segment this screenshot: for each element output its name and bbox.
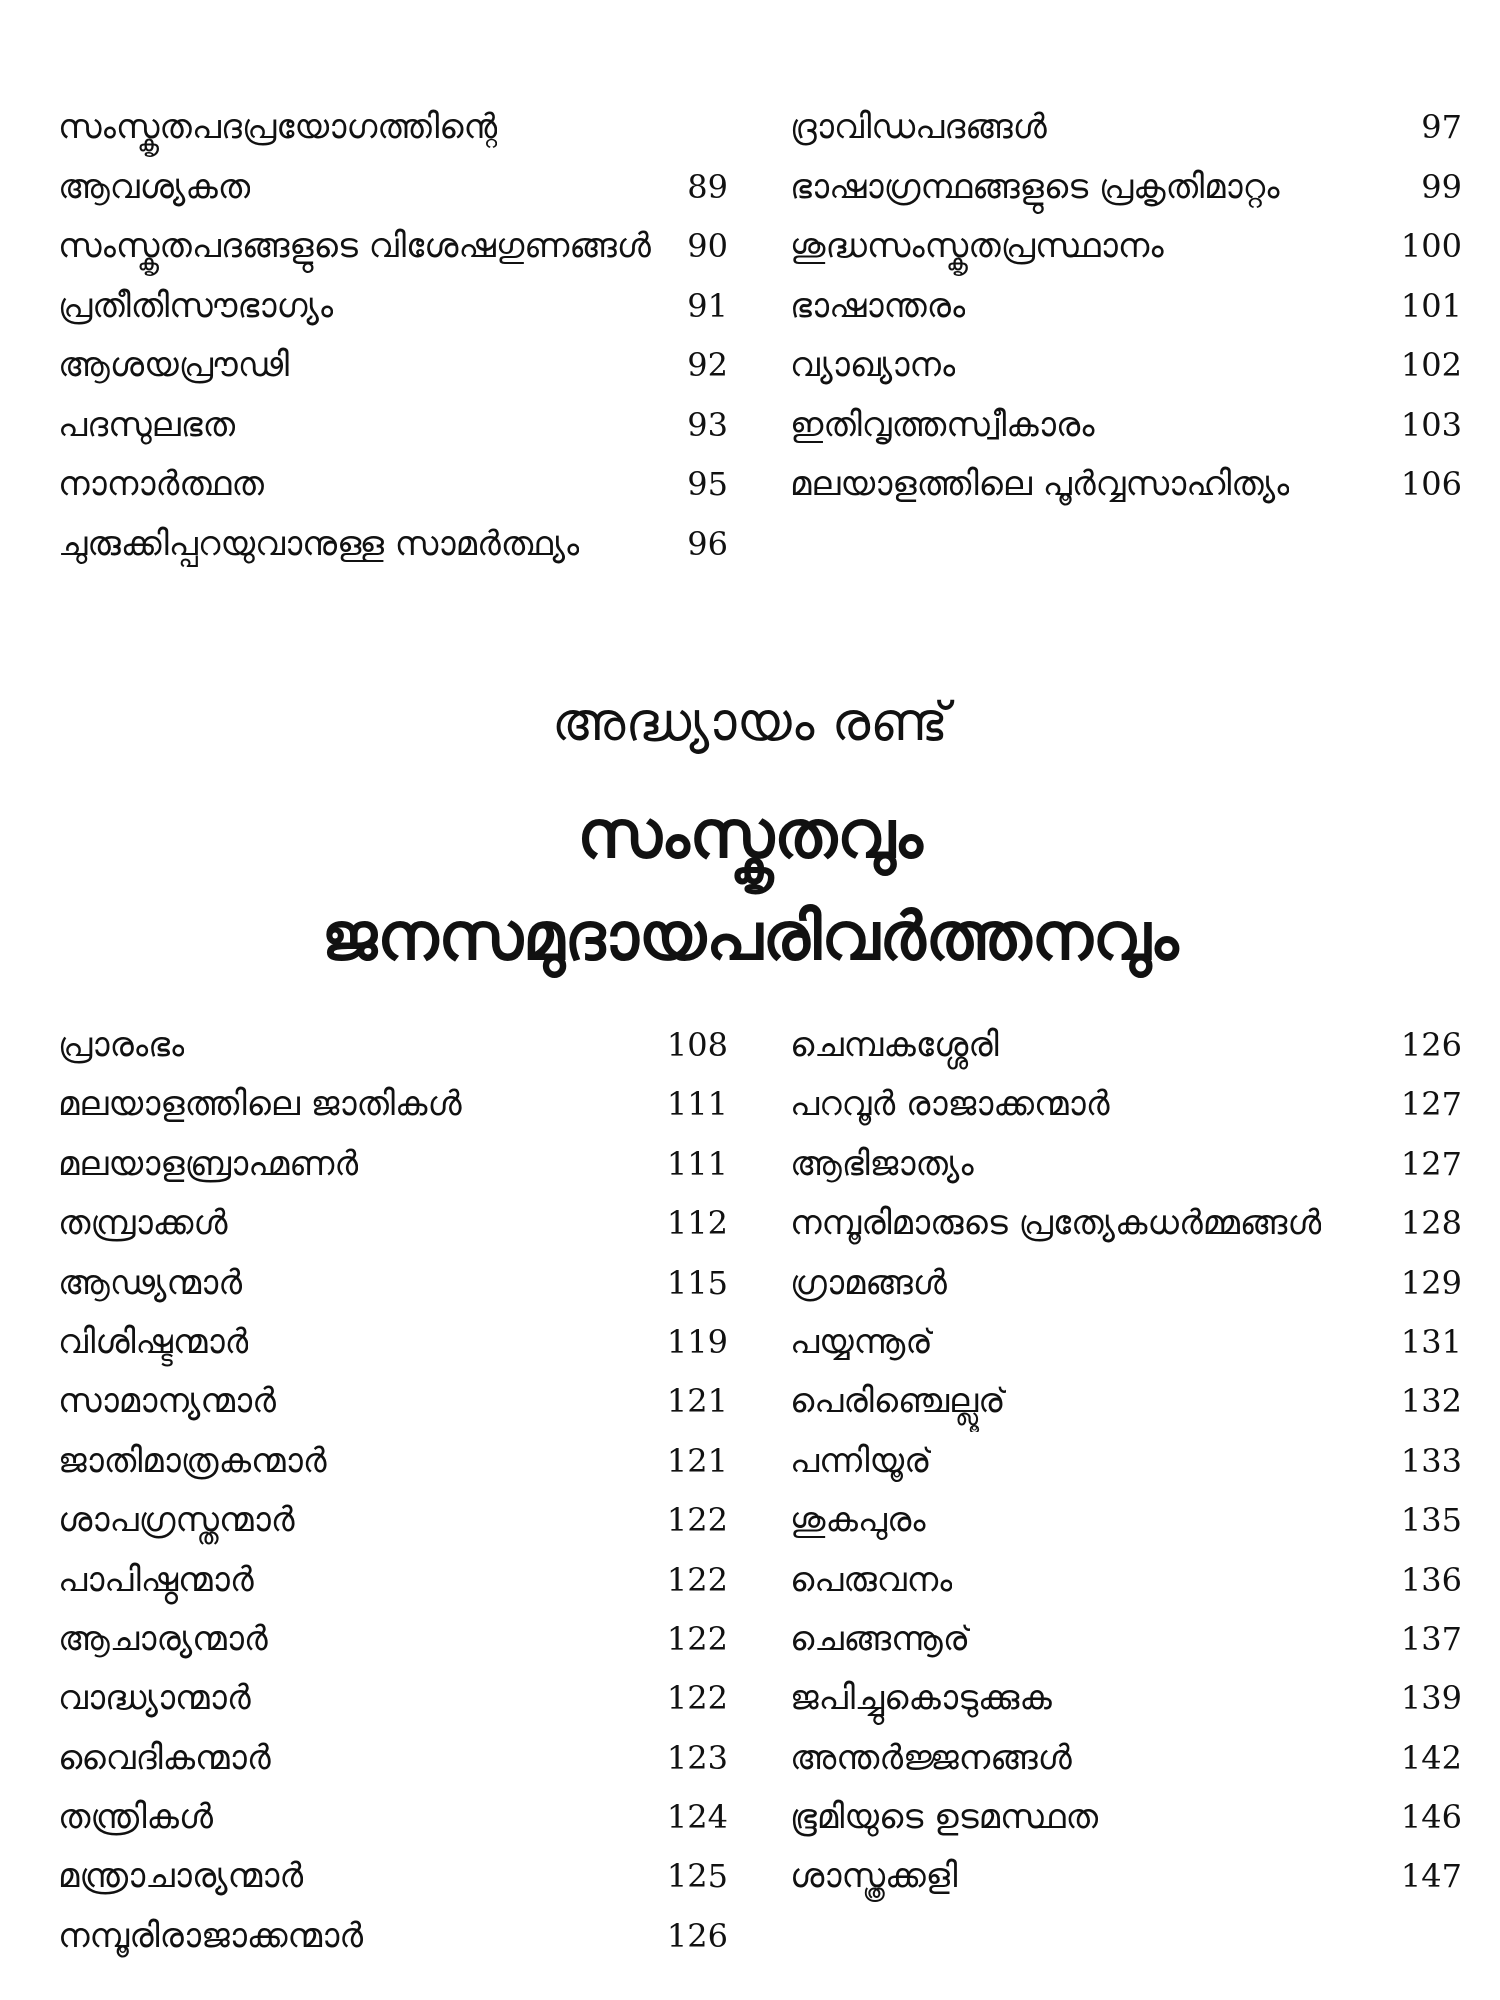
toc-entry-page: 108: [666, 1026, 728, 1064]
toc-entry: [58, 1610, 728, 1669]
toc-entry: [58, 1788, 728, 1847]
toc-entry-title: പ്രാരംഭം: [58, 1025, 185, 1065]
toc-entry-title: ആചാര്യന്മാർ: [58, 1618, 268, 1659]
toc-entry-title: ആഢ്യന്മാർ: [58, 1262, 243, 1303]
toc-bottom-section: [58, 1016, 1462, 1966]
toc-entry: [58, 98, 728, 158]
toc-entry-page: 135: [1400, 1501, 1462, 1540]
toc-entry-title: ശുകപുരം: [790, 1500, 926, 1541]
toc-entry: [58, 1016, 728, 1075]
toc-entry-title: ജാതിമാത്രകന്മാർ: [58, 1440, 327, 1481]
toc-entry-page: 133: [1400, 1441, 1462, 1480]
toc-entry: [58, 1254, 728, 1313]
toc-entry: [790, 1432, 1462, 1491]
toc-top-right-column: [790, 98, 1462, 574]
toc-entry: [58, 455, 728, 515]
toc-entry: [790, 396, 1462, 456]
toc-entry-title: പയ്യന്നൂര്: [790, 1321, 933, 1362]
toc-entry: [58, 217, 728, 277]
toc-entry-title: തമ്പ്രാക്കൾ: [58, 1203, 228, 1244]
toc-entry: [58, 1075, 728, 1134]
toc-entry-title: പാപിഷ്ഠന്മാർ: [58, 1559, 254, 1600]
toc-entry-title: പെരിഞ്ചെല്ലൂര്: [790, 1381, 1006, 1422]
toc-entry: [790, 277, 1462, 337]
toc-entry-page: 126: [666, 1916, 728, 1955]
toc-entry-title: ആഭിജാത്യം: [790, 1143, 974, 1184]
toc-entry-title: സംസ്കൃതപദപ്രയോഗത്തിന്റെ: [58, 107, 498, 147]
toc-entry-page: 147: [1400, 1857, 1462, 1896]
toc-entry: [58, 1135, 728, 1194]
toc-entry-page: 103: [1400, 405, 1462, 444]
toc-entry-page: 122: [666, 1501, 728, 1540]
toc-entry: [790, 1254, 1462, 1313]
toc-entry: [790, 1610, 1462, 1669]
toc-entry: [58, 1669, 728, 1728]
toc-entry-page: 137: [1400, 1619, 1462, 1658]
toc-entry-page: 122: [666, 1679, 728, 1718]
toc-entry-title: ആവശ്യകത: [58, 166, 251, 207]
toc-entry-title: ജപിച്ചുകൊടുക്കുക: [790, 1678, 1052, 1719]
toc-entry-title: മന്ത്രാചാര്യന്മാർ: [58, 1856, 304, 1897]
toc-entry: [790, 217, 1462, 277]
toc-entry-title: അന്തർജ്ജനങ്ങൾ: [790, 1737, 1072, 1778]
toc-entry-title: നാനാർത്ഥത: [58, 464, 264, 504]
toc-entry-title: മലയാളത്തിലെ ജാതികൾ: [58, 1084, 462, 1125]
toc-entry-page: 121: [666, 1382, 728, 1421]
toc-entry: [58, 1194, 728, 1253]
toc-entry: [790, 1729, 1462, 1788]
toc-entry: [790, 1135, 1462, 1194]
toc-entry-title: ചെമ്പകശ്ശേരി: [790, 1025, 999, 1065]
toc-entry: [790, 158, 1462, 218]
toc-entry-page: 123: [666, 1738, 728, 1777]
toc-entry-title: വൈദികന്മാർ: [58, 1737, 271, 1778]
toc-entry-title: സാമാന്യന്മാർ: [58, 1381, 276, 1422]
toc-entry: [790, 1194, 1462, 1253]
toc-entry: [58, 158, 728, 218]
toc-entry-title: പറവൂർ രാജാക്കന്മാർ: [790, 1084, 1110, 1125]
toc-entry-title: വാദ്ധ്യാന്മാർ: [58, 1678, 251, 1719]
toc-entry: [58, 1551, 728, 1610]
toc-entry-page: 146: [1400, 1798, 1462, 1837]
toc-entry-page: 100: [1400, 227, 1462, 265]
toc-entry: [58, 515, 728, 575]
toc-entry: [790, 1669, 1462, 1728]
toc-entry-page: 112: [666, 1204, 728, 1243]
toc-entry: [58, 1491, 728, 1550]
toc-entry-page: 128: [1400, 1204, 1462, 1243]
toc-entry-page: 132: [1400, 1382, 1462, 1421]
toc-entry-page: 106: [1400, 465, 1462, 503]
toc-entry-title: വിശിഷ്ടന്മാർ: [58, 1321, 249, 1362]
toc-entry-title: പ്രതീതിസൗഭാഗ്യം: [58, 285, 334, 326]
toc-entry: [790, 98, 1462, 158]
chapter-label: അദ്ധ്യായം രണ്ട്: [551, 690, 949, 753]
toc-entry-page: 92: [687, 346, 728, 384]
toc-entry-title: ദ്രാവിഡപദങ്ങൾ: [790, 107, 1047, 147]
toc-top-left-column: [58, 98, 728, 574]
toc-entry-title: നമ്പൂരിരാജാക്കന്മാർ: [58, 1915, 364, 1956]
toc-entry-title: ശുദ്ധസംസ്കൃതപ്രസ്ഥാനം: [790, 226, 1164, 266]
toc-entry-page: 95: [687, 465, 728, 503]
toc-entry: [58, 1907, 728, 1966]
toc-entry-page: 129: [1400, 1263, 1462, 1302]
toc-entry-title: പദസുലഭത: [58, 404, 236, 445]
toc-entry-page: 101: [1400, 286, 1462, 325]
toc-entry-title: ഗ്രാമങ്ങൾ: [790, 1262, 947, 1303]
toc-entry-page: 142: [1400, 1738, 1462, 1777]
toc-entry-page: 96: [687, 524, 728, 563]
toc-entry-page: 125: [666, 1857, 728, 1896]
toc-entry-title: ശാസ്ത്രക്കളി: [790, 1856, 958, 1897]
toc-entry-page: 122: [666, 1560, 728, 1599]
toc-entry-page: 102: [1400, 346, 1462, 384]
toc-entry-title: ചെങ്ങന്നൂര്: [790, 1618, 971, 1659]
toc-entry-title: ചുരുക്കിപ്പറയുവാനുള്ള സാമർത്ഥ്യം: [58, 523, 580, 564]
toc-entry-page: 89: [687, 167, 728, 206]
chapter-title-line-1: സംസ്കൃതവും: [577, 796, 923, 873]
toc-entry-title: ആശയപ്രൗഢി: [58, 345, 289, 385]
toc-bottom-right-column: [790, 1016, 1462, 1966]
toc-entry-page: 115: [666, 1263, 728, 1302]
toc-entry: [58, 336, 728, 396]
toc-entry-title: മലയാളബ്രാഹ്മണർ: [58, 1143, 359, 1184]
toc-entry: [790, 1075, 1462, 1134]
chapter-title-line-2: ജനസമുദായപരിവർത്തനവും: [321, 898, 1179, 975]
toc-entry-page: 124: [666, 1798, 728, 1837]
toc-entry-page: 90: [687, 227, 728, 265]
toc-entry-title: മലയാളത്തിലെ പൂർവ്വസാഹിത്യം: [790, 464, 1290, 504]
toc-entry: [790, 455, 1462, 515]
toc-entry: [790, 336, 1462, 396]
toc-entry: [58, 1729, 728, 1788]
toc-bottom-left-column: [58, 1016, 728, 1966]
toc-entry-page: 97: [1421, 108, 1462, 146]
toc-entry-page: 122: [666, 1619, 728, 1658]
toc-entry-page: 111: [666, 1144, 728, 1183]
toc-entry: [58, 1372, 728, 1431]
toc-entry-title: ശാപഗ്രസ്തന്മാർ: [58, 1500, 295, 1541]
toc-entry-page: 91: [687, 286, 728, 325]
toc-entry-title: ഇതിവൃത്തസ്വീകാരം: [790, 404, 1095, 445]
toc-entry: [790, 1016, 1462, 1075]
toc-entry-title: സംസ്കൃതപദങ്ങളുടെ വിശേഷഗുണങ്ങൾ: [58, 226, 651, 266]
toc-entry-page: 126: [1400, 1026, 1462, 1064]
toc-entry-page: 136: [1400, 1560, 1462, 1599]
toc-entry: [58, 396, 728, 456]
toc-entry: [790, 1551, 1462, 1610]
toc-entry-page: 111: [666, 1085, 728, 1124]
toc-entry: [790, 1847, 1462, 1906]
toc-entry-title: തന്ത്രികൾ: [58, 1797, 214, 1838]
toc-entry-page: 93: [687, 405, 728, 444]
toc-entry-page: 127: [1400, 1144, 1462, 1183]
toc-entry-title: നമ്പൂരിമാരുടെ പ്രത്യേകധർമ്മങ്ങൾ: [790, 1203, 1322, 1244]
toc-entry-page: 119: [666, 1322, 728, 1361]
toc-entry-title: പന്നിയൂര്: [790, 1440, 932, 1481]
toc-entry-page: 99: [1421, 167, 1462, 206]
toc-top-section: [58, 98, 1462, 574]
toc-entry: [790, 1372, 1462, 1431]
toc-entry-title: ഭാഷാന്തരം: [790, 285, 966, 326]
toc-entry: [58, 1313, 728, 1372]
toc-entry-title: ഭാഷാഗ്രന്ഥങ്ങളുടെ പ്രകൃതിമാറ്റം: [790, 166, 1280, 207]
toc-entry: [790, 1788, 1462, 1847]
toc-entry-page: 131: [1400, 1322, 1462, 1361]
toc-entry-page: 121: [666, 1441, 728, 1480]
toc-entry-page: 139: [1400, 1679, 1462, 1718]
toc-entry: [790, 1313, 1462, 1372]
toc-entry: [790, 1491, 1462, 1550]
toc-entry-title: ഭൂമിയുടെ ഉടമസ്ഥത: [790, 1797, 1099, 1838]
toc-entry-page: 127: [1400, 1085, 1462, 1124]
toc-entry: [58, 1847, 728, 1906]
toc-entry: [58, 277, 728, 337]
toc-entry: [58, 1432, 728, 1491]
toc-entry-title: പെരുവനം: [790, 1559, 953, 1600]
toc-entry-title: വ്യാഖ്യാനം: [790, 345, 956, 385]
